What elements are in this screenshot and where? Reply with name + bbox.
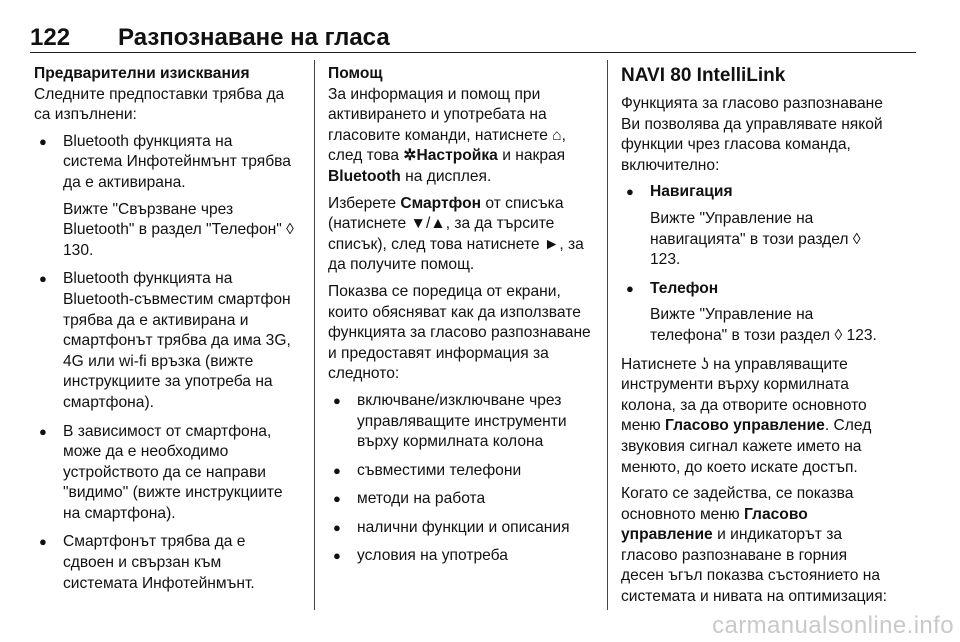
settings-label: Настройка bbox=[416, 147, 498, 165]
section-heading-help: Помощ bbox=[328, 65, 383, 82]
section-heading-prerequisites: Предварителни изисквания bbox=[34, 65, 250, 82]
list-item bbox=[621, 279, 889, 347]
list-item: ● налични функции и описания bbox=[328, 518, 596, 539]
voice-icon: ʖ bbox=[700, 355, 709, 373]
list-item: ● Смартфонът трябва да е сдвоен и свързан към системата Инфотейнмънт. bbox=[34, 532, 296, 594]
header-rule bbox=[30, 52, 916, 53]
cross-reference: Вижте "Управление на навигацията" в този раздел ◊ 123. bbox=[650, 209, 861, 269]
list-item-title: Навигация bbox=[650, 183, 733, 201]
help-paragraph-1: За информация и помощ при активирането и употребата на гласовите команди, натиснете ⌂, след това ✲Настройка и накрая Bluetooth на дисплея. bbox=[328, 85, 566, 185]
section-heading-navi80: NAVI 80 IntelliLink bbox=[621, 65, 786, 86]
list-item bbox=[34, 132, 296, 262]
list-item-text: Bluetooth функцията на система Инфотейнмънт трябва да е активирана. bbox=[63, 132, 291, 191]
list-item-title: Телефон bbox=[650, 279, 719, 297]
help-paragraph-3: Показва се поредица от екрани, които обясняват как да използвате функцията за гласово разпознаване и предоставят информация за следното: bbox=[328, 282, 591, 383]
list-item bbox=[621, 182, 889, 270]
home-icon: ⌂ bbox=[552, 126, 562, 144]
navi80-functions-list bbox=[621, 182, 889, 346]
navi80-paragraph-1: Натиснете ʖ на управляващите инструменти върху кормилната колона, за да отворите основното меню Гласово управление. След звуковия сигнал кажете името на менюто, до което искате достъп. bbox=[621, 355, 872, 476]
page-title: Разпознаване на гласа bbox=[118, 24, 390, 51]
cross-reference: Вижте "Свързване чрез Bluetooth" в раздел "Телефон" ◊ 130. bbox=[63, 200, 294, 259]
voice-menu-label: Гласово управление bbox=[621, 505, 808, 544]
voice-menu-label: Гласово управление bbox=[665, 417, 825, 435]
column-divider-1 bbox=[314, 60, 315, 610]
column-prerequisites bbox=[34, 64, 296, 602]
prerequisites-intro: Следните предпоставки трябва да са изпълнени: bbox=[34, 85, 285, 124]
prerequisites-list bbox=[34, 132, 296, 594]
gear-icon: ✲ bbox=[403, 147, 417, 165]
page-header bbox=[30, 24, 920, 52]
smartphone-label: Смартфон bbox=[400, 194, 482, 212]
list-item: ● съвместими телефони bbox=[328, 461, 596, 482]
list-item: ● В зависимост от смартфона, може да е необходимо устройството да се направи "видимо" (вижте инструкциите на смартфона). bbox=[34, 422, 296, 525]
bluetooth-label: Bluetooth bbox=[328, 167, 401, 185]
column-navi80 bbox=[621, 64, 889, 614]
cross-reference: Вижте "Управление на телефона" в този раздел ◊ 123. bbox=[650, 306, 877, 344]
column-divider-2 bbox=[607, 60, 608, 610]
column-help bbox=[328, 64, 596, 575]
navi80-paragraph-2: Когато се задейства, се показва основното меню Гласово управление и индикаторът за гласово разпознаване в горния десен ъгъл показва състоянието на системата и нивата на оптимизация: bbox=[621, 485, 887, 606]
list-item: ● включване/изключване чрез управляващите инструменти върху кормилната колона bbox=[328, 391, 596, 453]
watermark: carmanualsonline.info bbox=[712, 612, 954, 639]
list-item: ● методи на работа bbox=[328, 489, 596, 510]
help-topics-list bbox=[328, 391, 596, 567]
list-item: ● Bluetooth функцията на Bluetooth-съвместим смартфон трябва да е активирана и смартфонът трябва да има 3G, 4G или wi-fi връзка (вижте инструкциите за употреба на смартфона). bbox=[34, 269, 296, 413]
list-item: ● условия на употреба bbox=[328, 546, 596, 567]
page-number: 122 bbox=[30, 24, 71, 51]
navi80-intro: Функцията за гласово разпознаване Ви позволява да управлявате някой функции чрез гласова команда, включително: bbox=[621, 95, 883, 174]
help-paragraph-2: Изберете Смартфон от списъка (натиснете ▼/▲, за да търсите списък), след това натиснете ►, за да получите помощ. bbox=[328, 194, 584, 274]
